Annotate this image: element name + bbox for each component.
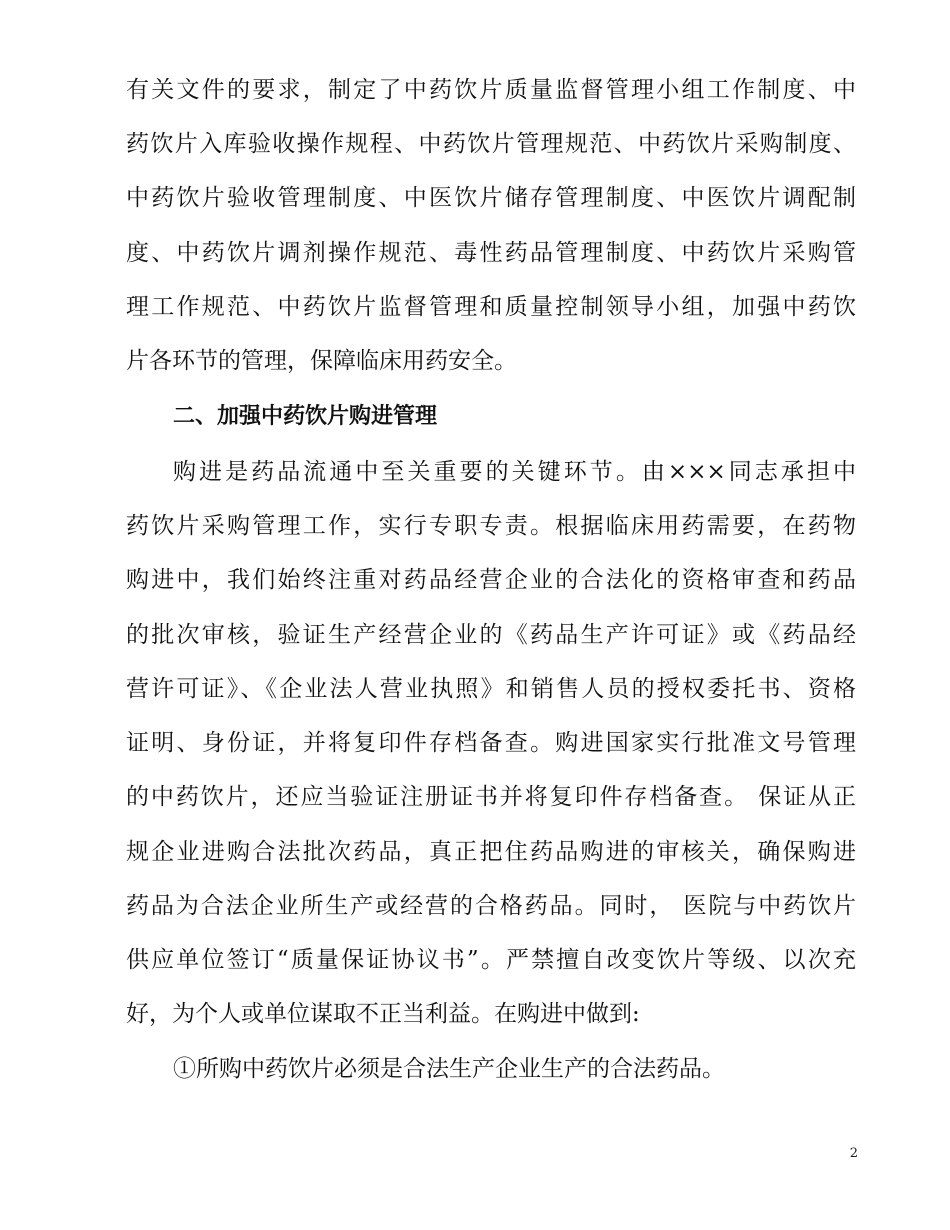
paragraph-line: 营许可证》、《企业法人营业执照》和销售人员的授权委托书、资格 [126, 676, 856, 702]
paragraph-line: 的中药饮片，还应当验证注册证书并将复印件存档备查。 保证从正 [126, 784, 856, 810]
paragraph-line: 的批次审核，验证生产经营企业的《药品生产许可证》或《药品经 [126, 622, 856, 648]
section-heading: 二、加强中药饮片购进管理 [173, 404, 438, 429]
paragraph-line: 供应单位签订“质量保证协议书”。严禁擅自改变饮片等级、以次充 [126, 947, 856, 973]
paragraph-line: 药饮片入库验收操作规程、中药饮片管理规范、中药饮片采购制度、 [126, 131, 856, 157]
paragraph-line: 购进是药品流通中至关重要的关键环节。由×××同志承担中 [173, 459, 856, 485]
paragraph-line: 中药饮片验收管理制度、中医饮片储存管理制度、中医饮片调配制 [126, 185, 856, 211]
paragraph-line: 好，为个人或单位谋取不正当利益。在购进中做到: [126, 1001, 640, 1027]
paragraph-line: 规企业进购合法批次药品，真正把住药品购进的审核关，确保购进 [126, 839, 856, 865]
paragraph-line: 购进中，我们始终注重对药品经营企业的合法化的资格审查和药品 [126, 567, 856, 593]
paragraph-line: 片各环节的管理，保障临床用药安全。 [126, 348, 517, 374]
list-item: ①所购中药饮片必须是合法生产企业生产的合法药品。 [173, 1056, 725, 1082]
paragraph-line: 有关文件的要求，制定了中药饮片质量监督管理小组工作制度、中 [126, 77, 856, 103]
paragraph-line: 证明、身份证，并将复印件存档备查。购进国家实行批准文号管理 [126, 730, 856, 756]
paragraph-line: 药饮片采购管理工作，实行专职专责。根据临床用药需要，在药物 [126, 513, 856, 539]
paragraph-line: 药品为合法企业所生产或经营的合格药品。同时， 医院与中药饮片 [126, 893, 856, 919]
page-number: 2 [849, 1146, 858, 1161]
paragraph-line: 理工作规范、中药饮片监督管理和质量控制领导小组，加强中药饮 [126, 294, 856, 320]
paragraph-line: 度、中药饮片调剂操作规范、毒性药品管理制度、中药饮片采购管 [126, 240, 856, 266]
